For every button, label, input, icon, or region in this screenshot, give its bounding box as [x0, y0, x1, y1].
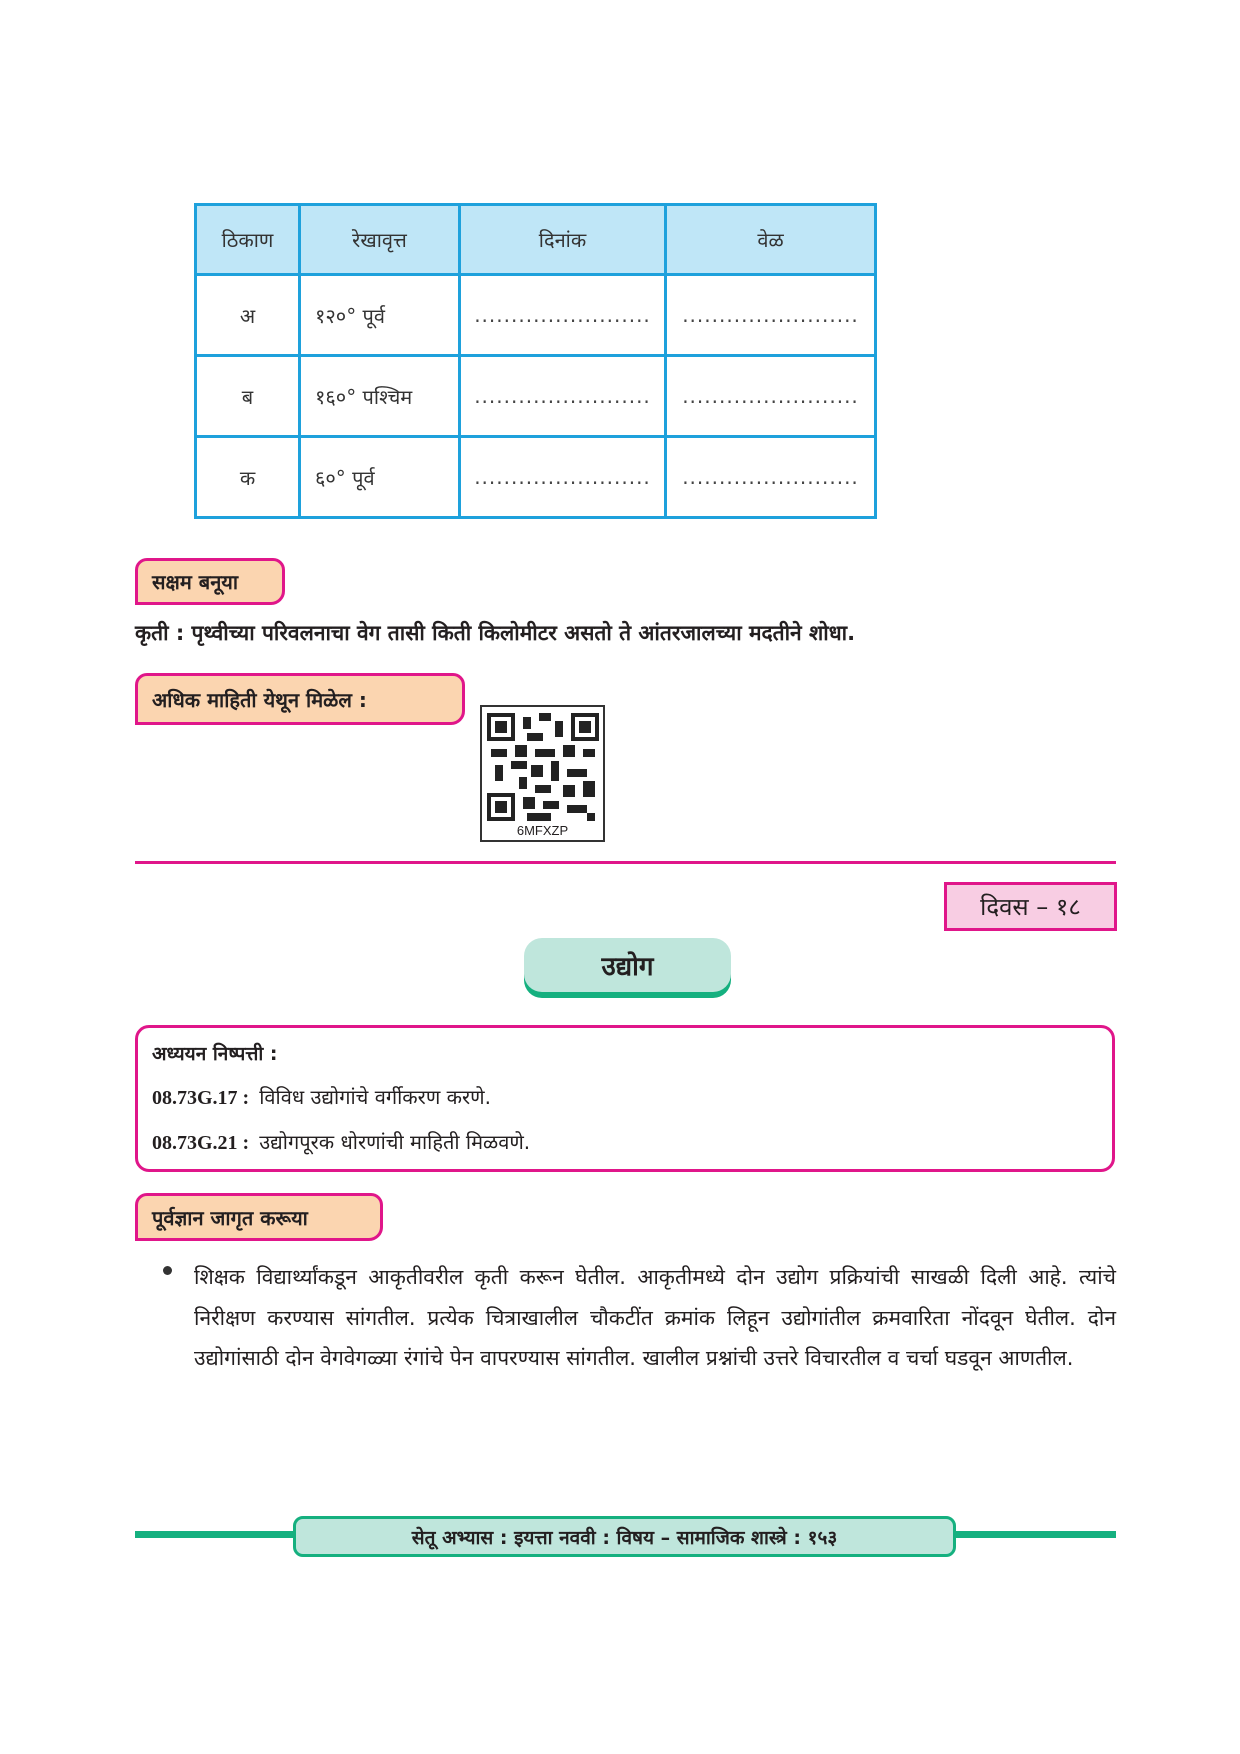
- cell-time-blank[interactable]: ........................: [666, 356, 876, 437]
- cell-date-blank[interactable]: ........................: [460, 437, 666, 518]
- cell-date-blank[interactable]: ........................: [460, 275, 666, 356]
- prior-knowledge-tag: पूर्वज्ञान जागृत करूया: [135, 1193, 383, 1241]
- cell-place: क: [196, 437, 300, 518]
- outcome-item: [152, 1128, 530, 1155]
- outcome-text: उद्योगपूरक धोरणांची माहिती मिळवणे.: [259, 1130, 531, 1154]
- cell-longitude: ६०° पूर्व: [300, 437, 460, 518]
- header-time: वेळ: [666, 205, 876, 275]
- day-badge: दिवस – १८: [944, 882, 1117, 931]
- saksham-tag: सक्षम बनूया: [135, 558, 285, 605]
- activity-text: कृती : पृथ्वीच्या परिवलनाचा वेग तासी किती किलोमीटर असतो ते आंतरजालच्या मदतीने शोधा.: [135, 621, 856, 645]
- qr-code[interactable]: [480, 705, 605, 842]
- cell-longitude: १२०° पूर्व: [300, 275, 460, 356]
- table-header-row: [196, 205, 876, 275]
- outcome-text: विविध उद्योगांचे वर्गीकरण करणे.: [259, 1085, 491, 1109]
- table-row: [196, 275, 876, 356]
- qr-code-icon: [487, 713, 599, 821]
- cell-place: ब: [196, 356, 300, 437]
- outcomes-heading: अध्ययन निष्पत्ती :: [152, 1043, 278, 1065]
- cell-place: अ: [196, 275, 300, 356]
- section-divider: [135, 861, 1116, 864]
- table-row: [196, 437, 876, 518]
- outcome-code: 08.73G.21 :: [152, 1132, 250, 1154]
- header-place: ठिकाण: [196, 205, 300, 275]
- qr-code-label: 6MFXZP: [516, 823, 569, 838]
- table-row: [196, 356, 876, 437]
- more-info-tag: अधिक माहिती येथून मिळेल :: [135, 673, 465, 725]
- outcome-item: [152, 1083, 491, 1110]
- cell-time-blank[interactable]: ........................: [666, 437, 876, 518]
- longitude-table: [194, 203, 877, 519]
- footer-banner: सेतू अभ्यास : इयत्ता नववी : विषय – सामाजिक शास्त्रे : १५३: [293, 1516, 956, 1557]
- chapter-title: उद्योग: [524, 938, 731, 992]
- cell-time-blank[interactable]: ........................: [666, 275, 876, 356]
- learning-outcomes-box: [135, 1025, 1115, 1172]
- header-longitude: रेखावृत्त: [300, 205, 460, 275]
- bullet-icon: [163, 1266, 172, 1275]
- outcome-code: 08.73G.17 :: [152, 1087, 250, 1109]
- header-date: दिनांक: [460, 205, 666, 275]
- cell-date-blank[interactable]: ........................: [460, 356, 666, 437]
- cell-longitude: १६०° पश्चिम: [300, 356, 460, 437]
- prior-knowledge-paragraph: शिक्षक विद्यार्थ्यांकडून आकृतीवरील कृती करून घेतील. आकृतीमध्ये दोन उद्योग प्रक्रियांची साखळी दिली आहे. त्यांचे निरीक्षण करण्यास सांगतील. प्रत्येक चित्राखालील चौकटींत क्रमांक लिहून उद्योगांतील क्रमवारिता नोंदवून घेतील. दोन उद्योगांसाठी दोन वेगवेगळ्या रंगांचे पेन वापरण्यास सांगतील. खालील प्रश्नांची उत्तरे विचारतील व चर्चा घडवून आणतील.: [194, 1265, 1116, 1370]
